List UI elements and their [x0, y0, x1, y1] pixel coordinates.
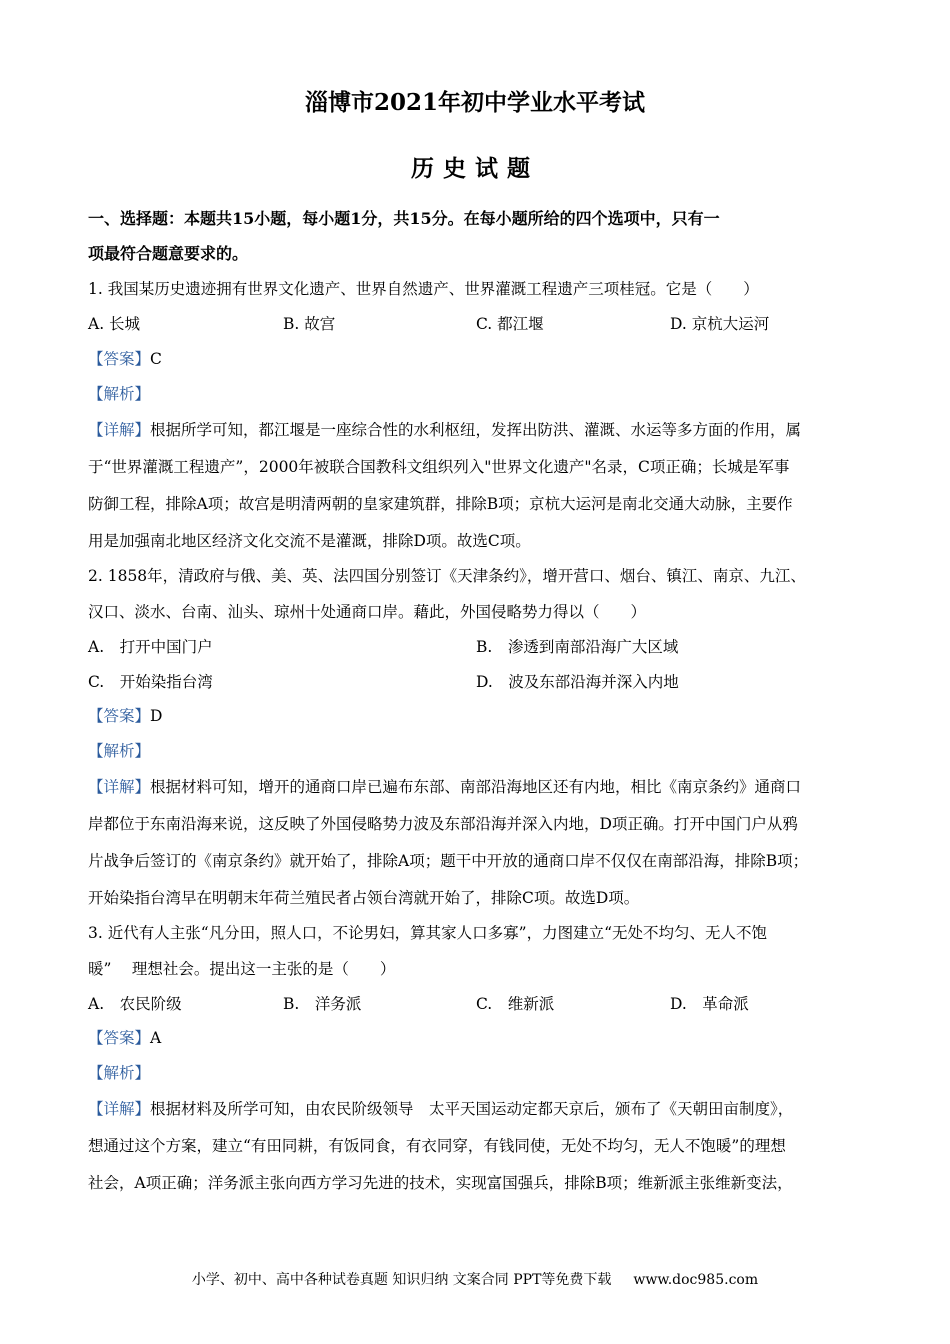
q3-option-b: B. 洋务派: [283, 995, 362, 1013]
q1-detail-line-4: 用是加强南北地区经济文化交流不是灌溉，排除D项。故选C项。: [88, 532, 531, 550]
page-footer: [0, 1269, 950, 1289]
section-heading-line-1: 一、选择题：本题共15小题，每小题1分，共15分。在每小题所给的四个选项中，只有一: [88, 209, 720, 228]
q1-answer: [88, 348, 863, 370]
q1-detail-text-1: 根据所学可知，都江堰是一座综合性的水利枢纽，发挥出防洪、灌溉、水运等多方面的作用，属: [150, 421, 802, 439]
exam-title: 淄博市2021年初中学业水平考试: [304, 89, 645, 116]
q3-stem-line-2: 暖” 理想社会。提出这一主张的是（ ）: [88, 960, 396, 978]
q2-stem-line-2: 汉口、淡水、台南、汕头、琼州十处通商口岸。藉此，外国侵略势力得以（ ）: [88, 603, 647, 621]
q2-detail-line-3: 片战争后签订的《南京条约》就开始了，排除A项；题干中开放的通商口岸不仅仅在南部沿海，排除B项；: [88, 852, 809, 870]
q2-detail-line-1: [88, 776, 863, 798]
q2-option-c: C. 开始染指台湾: [88, 673, 213, 691]
q2-stem-line-1: 2. 1858年，清政府与俄、美、英、法四国分别签订《天津条约》，增开营口、烟台、镇江、南京、九江、: [88, 567, 806, 585]
q3-detail-line-2: 想通过这个方案，建立“有田同耕，有饭同食，有衣同穿，有钱同使，无处不均匀，无人不饱暖”的理想: [88, 1137, 786, 1155]
q1-stem: 1. 我国某历史遗迹拥有世界文化遗产、世界自然遗产、世界灌溉工程遗产三项桂冠。它是（ ）: [88, 280, 759, 298]
q1-option-c: C. 都江堰: [476, 315, 544, 333]
q2-option-a: A. 打开中国门户: [88, 638, 213, 656]
q1-option-b: B. 故宫: [283, 315, 336, 333]
q1-analysis-tag: 【解析】: [88, 385, 151, 403]
q2-option-d: D. 波及东部沿海并深入内地: [476, 673, 679, 691]
q3-detail-line-3: 社会，A项正确；洋务派主张向西方学习先进的技术，实现富国强兵，排除B项；维新派主张维新变法，: [88, 1174, 793, 1192]
q3-option-c: C. 维新派: [476, 995, 555, 1013]
q3-option-a: A. 农民阶级: [88, 995, 182, 1013]
footer-text: 小学、初中、高中各种试卷真题 知识归纳 文案合同 PPT等免费下载: [191, 1272, 612, 1288]
detail-tag: 【详解】: [88, 421, 151, 439]
q3-detail-text-1: 根据材料及所学可知，由农民阶级领导 太平天国运动定都天京后，颁布了《天朝田亩制度》，: [150, 1100, 794, 1118]
q1-detail-line-2: 于“世界灌溉工程遗产”，2000年被联合国教科文组织列入"世界文化遗产"名录，C项正确；长城是军事: [88, 458, 790, 476]
q2-detail-line-2: 岸都位于东南沿海来说，这反映了外国侵略势力波及东部沿海并深入内地，D项正确。打开中国门户从鸦: [88, 815, 798, 833]
footer-url[interactable]: www.doc985.com: [633, 1272, 759, 1288]
detail-tag: 【详解】: [88, 778, 151, 796]
q1-option-a: A. 长城: [88, 315, 141, 333]
detail-tag: 【详解】: [88, 1100, 151, 1118]
q2-detail-text-1: 根据材料可知，增开的通商口岸已遍布东部、南部沿海地区还有内地，相比《南京条约》通商口: [150, 778, 802, 796]
q3-analysis-tag: 【解析】: [88, 1064, 151, 1082]
q2-detail-line-4: 开始染指台湾早在明朝末年荷兰殖民者占领台湾就开始了，排除C项。故选D项。: [88, 889, 640, 907]
q1-option-d: D. 京杭大运河: [670, 315, 770, 333]
q3-option-d: D. 革命派: [670, 995, 749, 1013]
q2-analysis-tag: 【解析】: [88, 742, 151, 760]
q3-detail-line-1: [88, 1098, 863, 1120]
answer-tag: 【答案】: [88, 1029, 151, 1047]
q3-stem-line-1: 3. 近代有人主张“凡分田，照人口，不论男妇，算其家人口多寡”，力图建立“无处不均匀、无人不饱: [88, 924, 767, 942]
q1-answer-value: C: [150, 350, 162, 368]
q2-option-b: B. 渗透到南部沿海广大区域: [476, 638, 679, 656]
q3-answer: [88, 1027, 863, 1049]
section-heading-line-2: 项最符合题意要求的。: [88, 244, 249, 263]
answer-tag: 【答案】: [88, 707, 151, 725]
q3-answer-value: A: [150, 1029, 162, 1047]
q1-detail-line-1: [88, 419, 863, 441]
q2-answer-value: D: [150, 707, 163, 725]
q2-answer: [88, 705, 863, 727]
q1-detail-line-3: 防御工程，排除A项；故宫是明清两朝的皇家建筑群，排除B项；京杭大运河是南北交通大动脉，主要作: [88, 495, 793, 513]
exam-subject-title: 历史试题: [411, 155, 539, 182]
answer-tag: 【答案】: [88, 350, 151, 368]
